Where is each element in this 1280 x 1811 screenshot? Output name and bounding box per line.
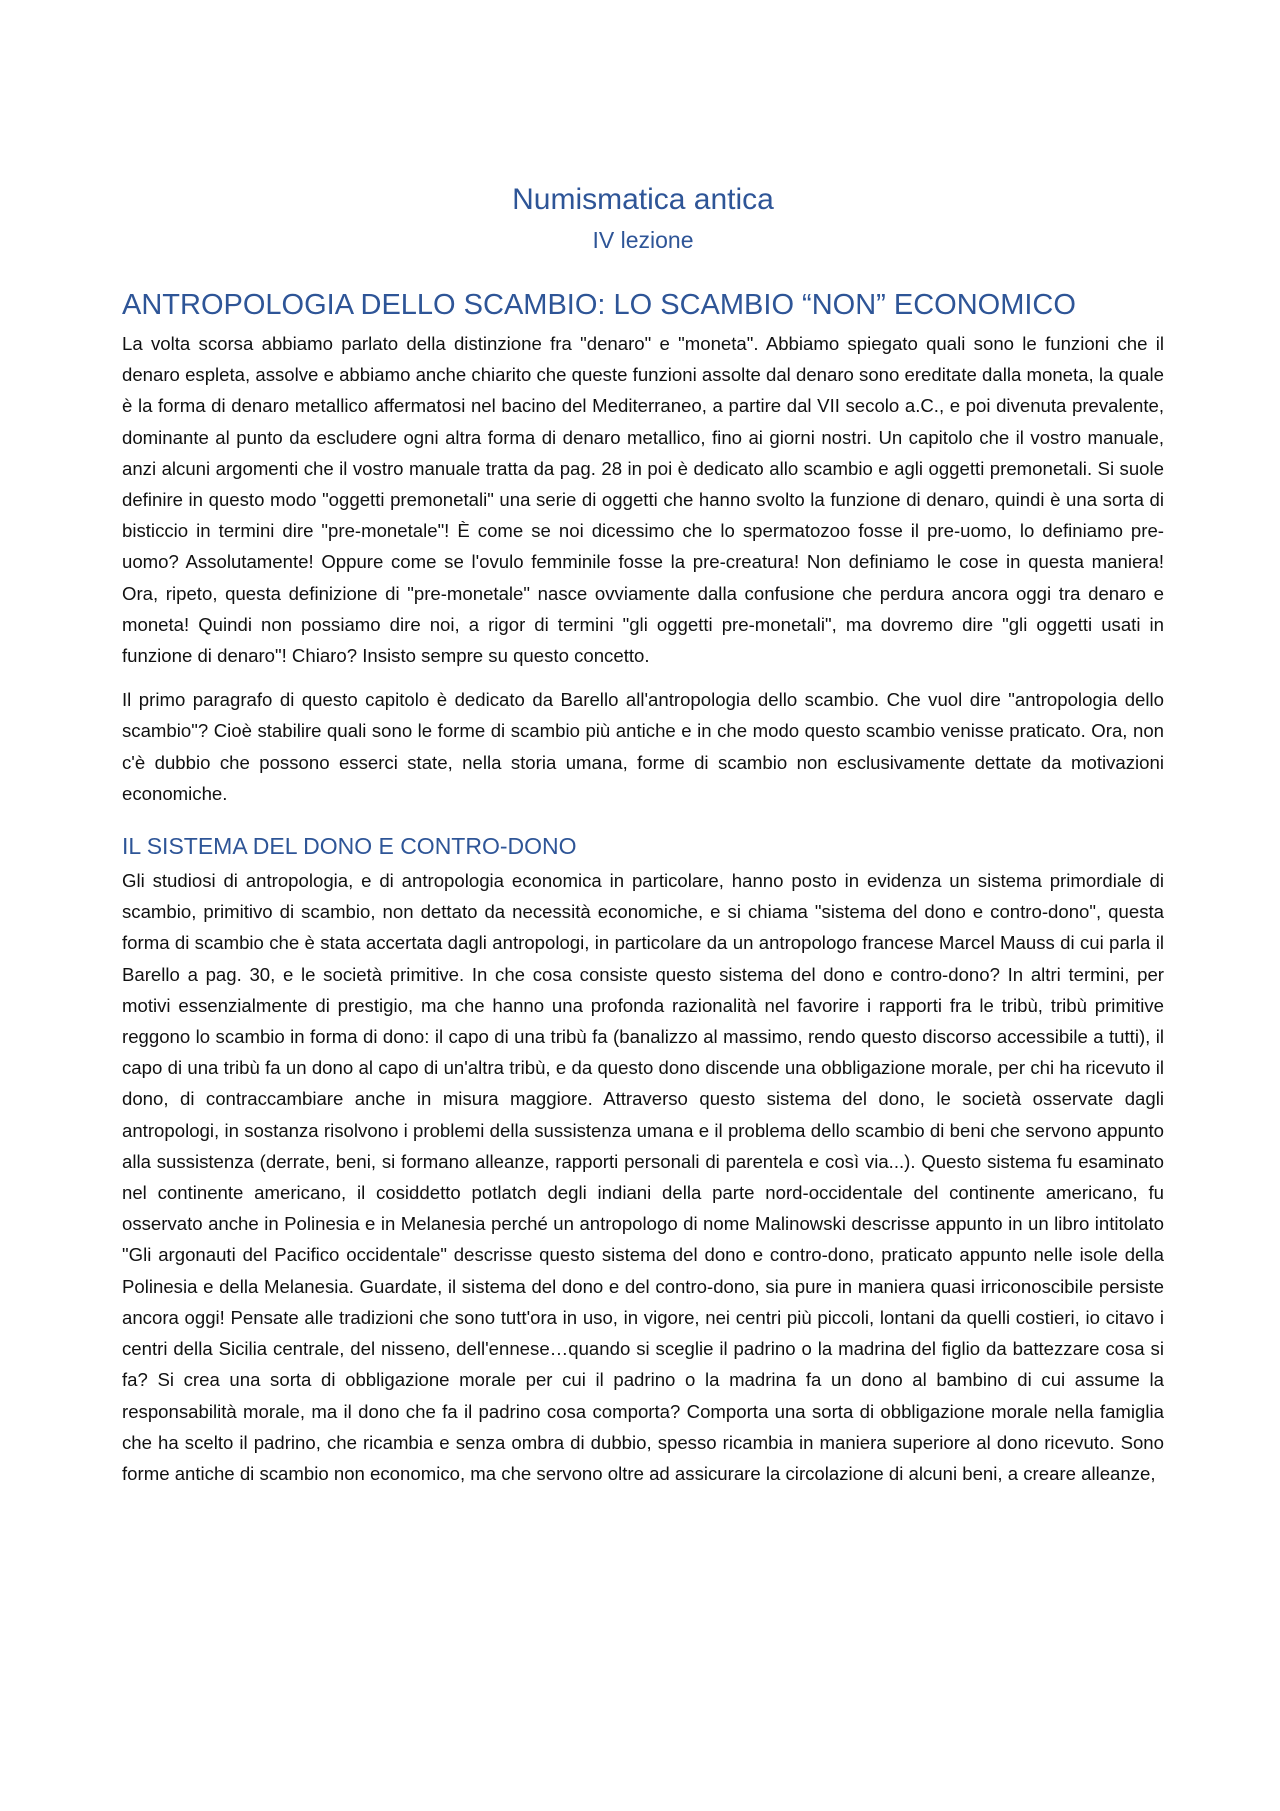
document-title: Numismatica antica <box>512 183 774 216</box>
section-heading-antropologia: ANTROPOLOGIA DELLO SCAMBIO: LO SCAMBIO “NON” ECONOMICO <box>122 289 1076 321</box>
section-heading-dono: IL SISTEMA DEL DONO E CONTRO-DONO <box>122 833 577 860</box>
document-subtitle: IV lezione <box>592 227 694 253</box>
paragraph: Il primo paragrafo di questo capitolo è dedicato da Barello all'antropologia dello scambio. Che vuol dire "antropologia dello scambio"? Cioè stabilire quali sono le forme di scambio più antiche e in che modo questo scambio venisse praticato. Ora, non c'è dubbio che possono esserci state, nella storia umana, forme di scambio non esclusivamente dettate da motivazioni economiche. <box>122 689 1164 804</box>
paragraph: La volta scorsa abbiamo parlato della distinzione fra "denaro" e "moneta". Abbiamo spiegato quali sono le funzioni che il denaro espleta, assolve e abbiamo anche chiarito che queste funzioni assolte dal denaro sono ereditate dalla moneta, la quale è la forma di denaro metallico affermatosi nel bacino del Mediterraneo, a partire dal VII secolo a.C., e poi divenuta prevalente, dominante al punto da escludere ogni altra forma di denaro metallico, fino ai giorni nostri. Un capitolo che il vostro manuale, anzi alcuni argomenti che il vostro manuale tratta da pag. 28 in poi è dedicato allo scambio e agli oggetti premonetali. Si suole definire in questo modo "oggetti premonetali" una serie di oggetti che hanno svolto la funzione di denaro, quindi è una sorta di bisticcio in termini dire "pre-monetale"! È come se noi dicessimo che lo spermatozoo fosse il pre-uomo, lo definiamo pre-uomo? Assolutamente! Oppure come se l'ovulo femminile fosse la pre-creatura! Non definiamo le cose in questa maniera! Ora, ripeto, questa definizione di "pre-monetale" nasce ovviamente dalla confusione che perdura ancora oggi tra denaro e moneta! Quindi non possiamo dire noi, a rigor di termini "gli oggetti pre-monetali", ma dovremo dire "gli oggetti usati in funzione di denaro"! Chiaro? Insisto sempre su questo concetto. <box>122 333 1164 667</box>
paragraph: Gli studiosi di antropologia, e di antropologia economica in particolare, hanno posto in evidenza un sistema primordiale di scambio, primitivo di scambio, non dettato da necessità economiche, e si chiama "sistema del dono e contro-dono", questa forma di scambio che è stata accertata dagli antropologi, in particolare da un antropologo francese Marcel Mauss di cui parla il Barello a pag. 30, e le società primitive. In che cosa consiste questo sistema del dono e contro-dono? In altri termini, per motivi essenzialmente di prestigio, ma che hanno una profonda razionalità nel favorire i rapporti fra le tribù, tribù primitive reggono lo scambio in forma di dono: il capo di una tribù fa (banalizzo al massimo, rendo questo discorso accessibile a tutti), il capo di una tribù fa un dono al capo di un'altra tribù, e da questo dono discende una obbligazione morale, per chi ha ricevuto il dono, di contraccambiare anche in misura maggiore. Attraverso questo sistema del dono, le società osservate dagli antropologi, in sostanza risolvono i problemi della sussistenza umana e il problema dello scambio di beni che servono appunto alla sussistenza (derrate, beni, si formano alleanze, rapporti personali di parentela e così via...). Questo sistema fu esaminato nel continente americano, il cosiddetto potlatch degli indiani della parte nord-occidentale del continente americano, fu osservato anche in Polinesia e in Melanesia perché un antropologo di nome Malinowski descrisse appunto in un libro intitolato "Gli argonauti del Pacifico occidentale" descrisse questo sistema del dono e contro-dono, praticato appunto nelle isole della Polinesia e della Melanesia. Guardate, il sistema del dono e del contro-dono, sia pure in maniera quasi irriconoscibile persiste ancora oggi! Pensate alle tradizioni che sono tutt'ora in uso, in vigore, nei centri più piccoli, lontani da quelli costieri, io citavo i centri della Sicilia centrale, del nisseno, dell'ennese…quando si sceglie il padrino o la madrina del figlio da battezzare cosa si fa? Si crea una sorta di obbligazione morale per cui il padrino o la madrina fa un dono al bambino di cui assume la responsabilità morale, ma il dono che fa il padrino cosa comporta? Comporta una sorta di obbligazione morale nella famiglia che ha scelto il padrino, che ricambia e senza ombra di dubbio, spesso ricambia in maniera superiore al dono ricevuto. Sono forme antiche di scambio non economico, ma che servono oltre ad assicurare la circolazione di alcuni beni, a creare alleanze, <box>122 870 1164 1484</box>
